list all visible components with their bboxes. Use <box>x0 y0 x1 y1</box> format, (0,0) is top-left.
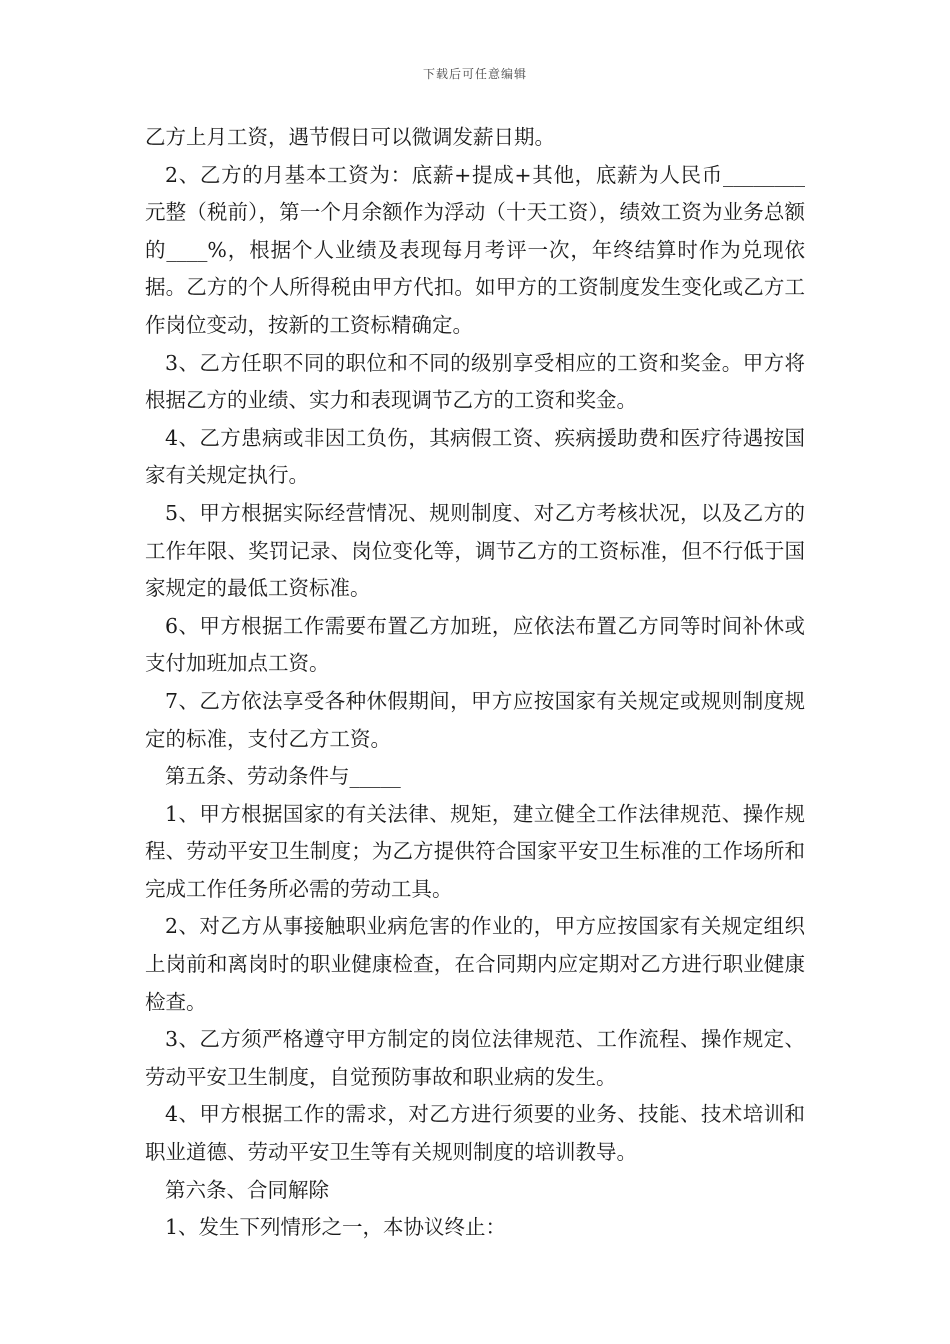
paragraph-work-safety: 1、甲方根据国家的有关法律、规矩，建立健全工作法律规范、操作规程、劳动平安卫生制度；为乙方提供符合国家平安卫生标准的工作场所和完成工作任务所必需的劳动工具。 <box>145 801 805 901</box>
paragraph-sick-leave: 4、乙方患病或非因工负伤，其病假工资、疾病援助费和医疗待遇按国家有关规定执行。 <box>145 425 805 488</box>
paragraph-health-check: 2、对乙方从事接触职业病危害的作业的，甲方应按国家有关规定组织上岗前和离岗时的职业健康检查，在合同期内应定期对乙方进行职业健康检查。 <box>145 914 805 1014</box>
page-header: 下载后可任意编辑 <box>422 67 527 81</box>
section-heading-article-6: 第六条、合同解除 <box>165 1177 329 1202</box>
paragraph-salary-structure: 2、乙方的月基本工资为：底薪+提成+其他，底薪为人民币________元整（税前），第一个月余额作为浮动（十天工资），绩效工资为业务总额的____%，根据个人业绩及表现每月考评一次，年终结算时作为兑现依据。乙方的个人所得税由甲方代扣。如甲方的工资制度发生变化或乙方工作岗位变动，按新的工资标精确定。 <box>145 162 805 337</box>
section-heading-article-5: 第五条、劳动条件与_____ <box>165 764 401 789</box>
paragraph-compliance: 3、乙方须严格遵守甲方制定的岗位法律规范、工作流程、操作规定、劳动平安卫生制度，自觉预防事故和职业病的发生。 <box>145 1027 805 1089</box>
paragraph-position-salary: 3、乙方任职不同的职位和不同的级别享受相应的工资和奖金。甲方将根据乙方的业绩、实力和表现调节乙方的工资和奖金。 <box>145 350 805 413</box>
paragraph-termination: 1、发生下列情形之一，本协议终止： <box>165 1215 507 1240</box>
paragraph-training: 4、甲方根据工作的需求，对乙方进行须要的业务、技能、技术培训和职业道德、劳动平安卫生等有关规则制度的培训教导。 <box>145 1102 805 1165</box>
paragraph-overtime: 6、甲方根据工作需要布置乙方加班，应依法布置乙方同等时间补休或支付加班加点工资。 <box>145 613 805 676</box>
paragraph-vacation-pay: 7、乙方依法享受各种休假期间，甲方应按国家有关规定或规则制度规定的标准，支付乙方工资。 <box>145 688 805 751</box>
document-body <box>145 119 805 1247</box>
paragraph-continuation: 乙方上月工资，遇节假日可以微调发薪日期。 <box>145 125 555 149</box>
paragraph-salary-adjustment: 5、甲方根据实际经营情况、规则制度、对乙方考核状况，以及乙方的工作年限、奖罚记录、岗位变化等，调节乙方的工资标准，但不行低于国家规定的最低工资标准。 <box>145 500 805 601</box>
